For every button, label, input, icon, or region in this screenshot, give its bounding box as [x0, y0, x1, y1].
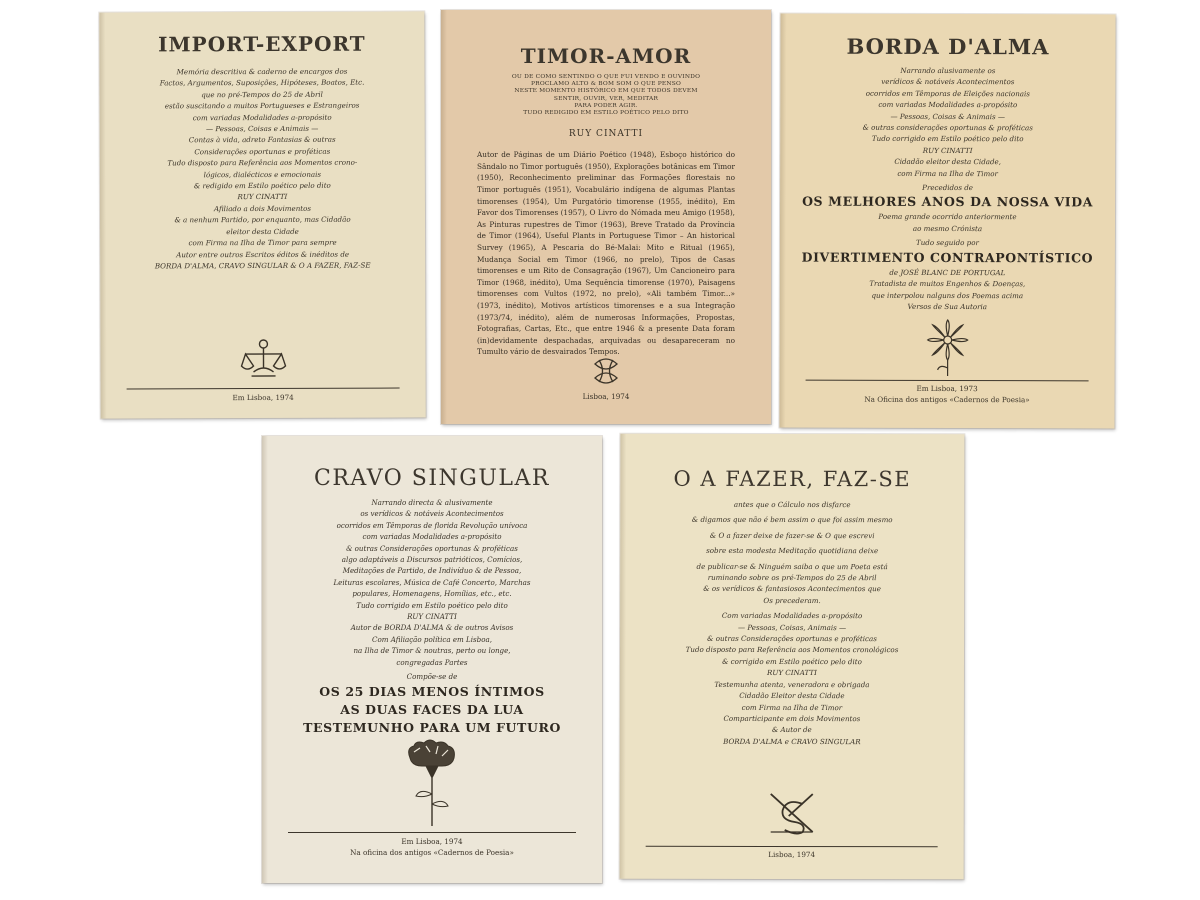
booklet-title: CRAVO SINGULAR	[314, 466, 550, 491]
booklet-footer	[101, 392, 426, 404]
text-line: Com variadas Modalidades a-propósito	[721, 611, 863, 621]
booklet-title: O A FAZER, FAZ-SE	[673, 466, 912, 492]
text-line: Autor de BORDA D'ALMA & de outros Avisos	[350, 623, 514, 633]
author-name: RUY CINATTI	[237, 192, 288, 202]
spine-shadow	[441, 10, 447, 424]
text-line: com variadas Modalidades a-propósito	[192, 112, 332, 122]
text-line: & a nenhum Partido, por enquanto, mas Cidadão	[174, 214, 351, 225]
text-line: Tudo disposto para Referência aos Momentos cronológicos	[685, 645, 899, 655]
text-line: verídicos & notáveis Acontecimentos	[881, 77, 1015, 87]
footer-rule	[646, 846, 938, 848]
text-line: Cidadão eleitor desta Cidade,	[894, 157, 1001, 167]
section-title: AS DUAS FACES DA LUA	[340, 701, 524, 717]
booklet-footer	[262, 837, 602, 858]
spine-shadow	[262, 436, 268, 883]
text-line: Tudo seguido por	[915, 238, 979, 248]
booklet-text	[262, 497, 602, 737]
text-line: Autor entre outros Escritos éditos & inéditos de	[176, 249, 350, 259]
booklet-text	[99, 65, 425, 271]
text-line: que no pré-Tempos do 25 de Abril	[201, 89, 323, 100]
booklet-o-a-fazer-faz-se	[620, 434, 965, 880]
text-line: PARA PODER AGIR.	[574, 102, 638, 109]
text-line: Meditações de Partido, de Indivíduo & de Pessoa,	[342, 566, 522, 576]
text-line: Tudo disposto para Referência aos Momentos crono-	[167, 157, 358, 168]
footer-line: Lisboa, 1974	[582, 392, 630, 401]
text-line: eleitor desta Cidade	[226, 226, 299, 236]
text-line: Narrando directa & alusivamente	[371, 498, 493, 507]
text-line: & os verídicos & fantasiosos Acontecimentos que	[703, 584, 881, 594]
text-line: Narrando alusivamente os	[900, 65, 996, 76]
text-line: Afiliado a dois Movimentos	[213, 203, 312, 214]
text-line: Poema grande ocorrido anteriormente	[878, 212, 1017, 222]
text-line: algo adaptáveis a Discursos patrióticos, Comícios,	[341, 555, 523, 565]
text-line: Versos de Sua Autoria	[907, 301, 988, 312]
text-line: populares, Homenagens, Homílias, etc., etc.	[352, 589, 512, 599]
flower-emblem	[925, 318, 969, 378]
text-line: & Autor de	[771, 725, 812, 735]
author-name: RUY CINATTI	[407, 612, 457, 622]
text-line: de JOSÉ BLANC DE PORTUGAL	[889, 267, 1006, 277]
booklet-title: TIMOR-AMOR	[520, 44, 692, 68]
booklet-footer	[780, 384, 1115, 406]
text-line: Os precederam.	[763, 595, 821, 605]
text-line: Tudo corrigido em Estilo poético pelo dito	[356, 600, 508, 610]
text-line: Comparticipante em dois Movimentos	[723, 713, 861, 724]
text-line: Tudo corrigido em Estilo poético pelo dito	[871, 134, 1024, 144]
booklet-cravo-singular	[262, 436, 602, 883]
text-line: ruminando sobre os pré-Tempos do 25 de Abril	[707, 572, 877, 583]
text-line: estão suscitando a muitos Portugueses e Estrangeiros	[164, 100, 360, 111]
text-line: com Firma na Ilha de Timor	[897, 168, 998, 178]
booklet-borda-dalma	[779, 14, 1115, 429]
text-line: Considerações oportunas e proféticas	[194, 146, 331, 157]
text-line: Contas à vida, adreto Fantasias & outras	[188, 135, 336, 145]
footer-rule	[288, 832, 576, 833]
text-line: — Pessoas, Coisas & Animais —	[890, 111, 1005, 121]
footer-line: Em Lisboa, 1974	[401, 837, 463, 846]
text-line: sobre esta modesta Meditação quotidiana deixe	[706, 546, 879, 556]
section-title: OS 25 DIAS MENOS ÍNTIMOS	[319, 683, 545, 699]
section-title: OS MELHORES ANOS DA NOSSA VIDA	[802, 194, 1094, 210]
booklet-timor-amor	[441, 10, 771, 424]
knot-emblem	[591, 356, 621, 386]
text-line: SENTIR, OUVIR, VER, MEDITAR	[553, 95, 659, 102]
text-line: Factos, Argumentos, Suposições, Hipóteses, Boatos, Etc.	[159, 78, 365, 88]
text-line: & O a fazer deixe de fazer-se & O que escrevi	[709, 530, 875, 540]
booklet-subtitle-block	[441, 74, 771, 117]
footer-rule	[806, 380, 1089, 382]
footer-line: Em Lisboa, 1973	[916, 383, 978, 394]
author-name: RUY CINATTI	[922, 145, 973, 155]
text-line: BORDA D'ALMA e CRAVO SINGULAR	[723, 736, 861, 746]
footer-rule	[127, 388, 400, 390]
text-line: Com Afiliação política em Lisboa,	[372, 634, 492, 644]
text-line: com Firma na Ilha de Timor para sempre	[188, 237, 337, 248]
text-line: NESTE MOMENTO HISTÓRICO EM QUE TODOS DEVEM	[514, 88, 698, 95]
text-line: que interpolou nalguns dos Poemas acima	[871, 290, 1024, 300]
text-line: Compõe-se de	[406, 672, 458, 682]
text-line: & outras Considerações oportunas e proféticas	[707, 633, 877, 644]
monogram-emblem	[767, 790, 817, 836]
spine-shadow	[620, 434, 627, 879]
footer-line: Lisboa, 1974	[768, 849, 816, 860]
text-line: congregadas Partes	[396, 657, 468, 667]
text-line: com variadas Modalidades a-propósito	[878, 100, 1018, 110]
text-line: TUDO REDIGIDO EM ESTILO POÉTICO PELO DITO	[523, 110, 689, 117]
text-line: lógicos, dialécticos e emocionais	[203, 169, 322, 179]
author-name: RUY CINATTI	[568, 129, 644, 140]
booklet-title: BORDA D'ALMA	[846, 33, 1050, 60]
text-line: os verídicos & notáveis Acontecimentos	[360, 509, 504, 519]
text-line: com Firma na Ilha de Timor	[741, 702, 843, 712]
text-line: na Ilha de Timor & noutras, perto ou longe,	[353, 646, 511, 656]
footer-line: Em Lisboa, 1974	[232, 392, 294, 403]
text-line: ocorridos em Têmporas de Eleições nacionais	[865, 88, 1030, 99]
footer-line: Na oficina dos antigos «Cadernos de Poesia»	[350, 847, 514, 857]
text-line: de publicar-se & Ninguém saiba o que um Poeta está	[696, 561, 888, 571]
text-line: ocorridos em Têmporas de florida Revolução unívoca	[336, 520, 528, 530]
scales-emblem	[239, 338, 287, 378]
text-line: & redigido em Estilo poético pelo dito	[193, 180, 331, 191]
text-line: & corrigido em Estilo poético pelo dito	[722, 656, 862, 666]
spine-shadow	[779, 14, 786, 428]
text-line: OU DE COMO SENTINDO O QUE FUI VENDO E OUVINDO	[511, 74, 701, 80]
author-name: RUY CINATTI	[767, 668, 817, 678]
carnation-emblem	[402, 738, 462, 828]
text-line: ao mesmo Crónista	[912, 223, 983, 233]
text-line: Cidadão Eleitor desta Cidade	[739, 691, 845, 701]
text-line: Precedidos de	[922, 182, 973, 193]
section-title: TESTEMUNHO PARA UM FUTURO	[303, 719, 561, 735]
text-line: & outras Considerações oportunas & proféticas	[346, 543, 518, 553]
text-line: Leituras escolares, Música de Café Concerto, Marchas	[333, 577, 531, 587]
booklet-text	[620, 499, 964, 748]
text-line: antes que o Cálculo nos disfarce	[733, 499, 851, 510]
booklet-text	[780, 65, 1116, 313]
footer-line: Na Oficina dos antigos «Cadernos de Poesia»	[864, 394, 1030, 404]
booklet-footer	[620, 850, 964, 861]
booklet-title: IMPORT-EXPORT	[158, 31, 366, 57]
text-line: — Pessoas, Coisas, Animais —	[737, 622, 847, 632]
text-line: BORDA D'ALMA, CRAVO SINGULAR & O A FAZER, FAZ-SE	[154, 260, 371, 271]
text-line: Testemunha atenta, veneradora e obrigada	[714, 679, 870, 689]
section-title: DIVERTIMENTO CONTRAPONTÍSTICO	[801, 249, 1094, 266]
text-line: & digamos que não é bem assim o que foi assim mesmo	[691, 515, 893, 525]
booklet-footer	[441, 392, 771, 403]
text-line: com variadas Modalidades a-propósito	[362, 532, 502, 542]
text-line: & outras considerações oportunas & proféticas	[862, 122, 1033, 133]
text-line: — Pessoas, Coisas e Animais —	[206, 123, 319, 134]
text-line: Memória descritiva & caderno de encargos dos	[176, 66, 348, 77]
text-line: Tratadista de muitos Engenhos & Doenças,	[869, 278, 1026, 289]
booklet-import-export	[99, 11, 425, 418]
author-bibliography: Autor de Páginas de um Diário Poético (1948), Esboço histórico do Sândalo no Timor português (1950), Explorações botânicas em Timor (1950), Reconhecimento preliminar das Formações florestais no Timor português (1951), Vocabulário indígena de algumas Plantas timorenses (1954), Um Purgatório timorense (1955, inédito), Em Favor dos Timorenses (1957), O Livro do Nómada meu Amigo (1958), As Pinturas rupestres de Timor (1963), Breve Tratado da Província de Timor (1964), Useful Plants in Portuguese Timor – An historical Survey (1965), A Pescaria do Bé-Malai: Mito e Ritual (1965), Mudança Social em Timor (1966, no prelo), Tipos de Casas timorenses e um Rito de Consagração (1967), Um Cancioneiro para Timor (1968, inédito), Uma Sequência timorense (1970), Paisagens timorenses com Vultos (1972, no prelo), «Ali também Timor...» (1973, inédito), Motivos artísticos timorenses e a sua Integração (1973/74, inédito), além de numerosas Informações, Propostas, Fotografias, Cartas, Etc., que entre 1946 & a presente Data foram (in)devidamente despachadas, arquivadas ou desapareceram no Tumulto vário de desvairados Tempos.	[477, 150, 735, 357]
text-line: PROCLAMO ALTO & BOM SOM O QUE PENSO	[531, 81, 681, 88]
